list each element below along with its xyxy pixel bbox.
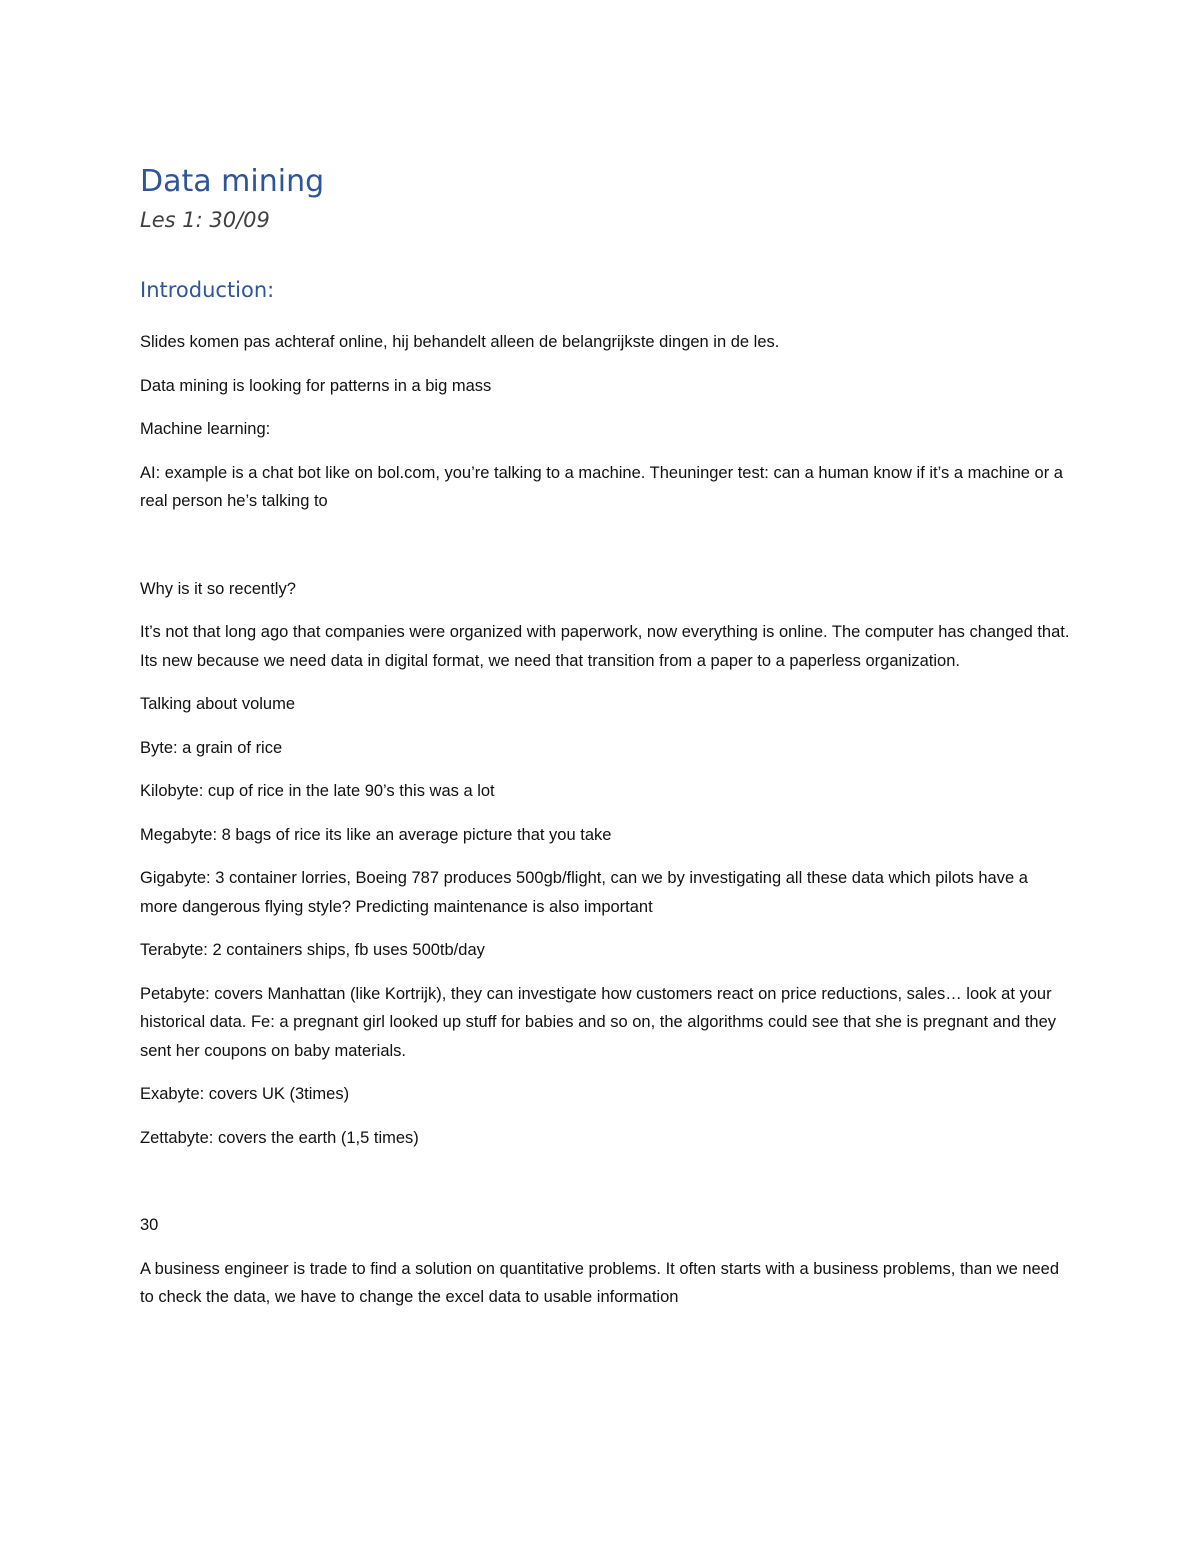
list-item: Terabyte: 2 containers ships, fb uses 500tb/day: [140, 941, 485, 959]
document-subtitle: Les 1: 30/09: [140, 208, 270, 232]
list-item: Kilobyte: cup of rice in the late 90’s this was a lot: [140, 782, 495, 800]
list-item: Zettabyte: covers the earth (1,5 times): [140, 1128, 419, 1147]
paragraph: AI: example is a chat bot like on bol.com, you’re talking to a machine. Theuninger test: can a human know if it’s a machine or a real person he’s talking to: [140, 463, 1063, 510]
list-item: Exabyte: covers UK (3times): [140, 1085, 350, 1103]
list-item: Gigabyte: 3 container lorries, Boeing 787 produces 500gb/flight, can we by investigating all these data which pilots have a more dangerous flying style? Predicting maintenance is also important: [140, 869, 1028, 916]
list-item: Byte: a grain of rice: [140, 738, 283, 757]
list-item: Petabyte: covers Manhattan (like Kortrijk), they can investigate how customers react on price reductions, sales… look at your historical data. Fe: a pregnant girl looked up stuff for babies and so on, the algorithms could see that she is pregnant and they sent her coupons on baby materials.: [140, 984, 1057, 1060]
list-item: Megabyte: 8 bags of rice its like an average picture that you take: [140, 825, 612, 844]
paragraph: 30: [140, 1216, 159, 1234]
paragraph: A business engineer is trade to find a solution on quantitative problems. It often starts with a business problems, than we need to check the data, we have to change the excel data to usable information: [140, 1259, 1060, 1306]
paragraph: Talking about volume: [140, 695, 296, 713]
paragraph: Machine learning:: [140, 420, 271, 438]
paragraph: Why is it so recently?: [140, 579, 296, 598]
document-body: [140, 160, 1070, 1312]
paragraph: Slides komen pas achteraf online, hij behandelt alleen de belangrijkste dingen in de les.: [140, 333, 780, 351]
paragraph: It’s not that long ago that companies were organized with paperwork, now everything is online. The computer has changed that. Its new because we need data in digital format, we need that transition from a paper to a paperless organization.: [140, 623, 1070, 670]
document-title: Data mining: [140, 164, 325, 199]
section-heading: Introduction:: [140, 278, 275, 302]
paragraph: Data mining is looking for patterns in a big mass: [140, 376, 492, 395]
